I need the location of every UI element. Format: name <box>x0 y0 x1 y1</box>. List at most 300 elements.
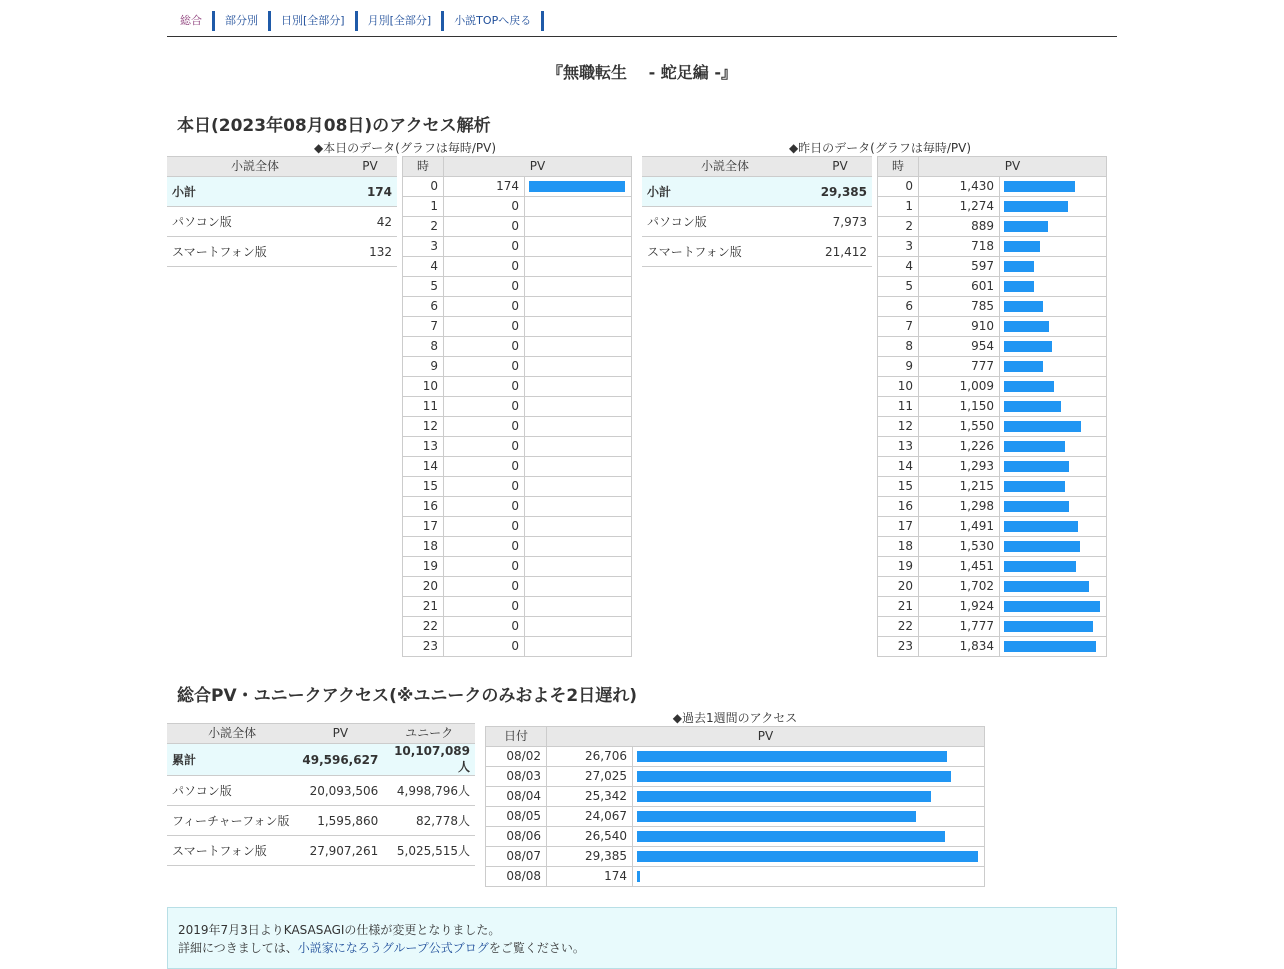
unique-value: 10,107,089人 <box>383 744 475 776</box>
today-hour-row <box>403 477 632 497</box>
bar-cell <box>1000 437 1107 457</box>
pv-value: 29,385 <box>808 177 872 207</box>
notice-suffix: をご覧ください。 <box>488 941 585 955</box>
bar-cell <box>633 867 985 887</box>
today-hour-row <box>403 237 632 257</box>
pv-value: 25,342 <box>547 787 633 807</box>
today-hour-row <box>403 217 632 237</box>
bar-cell <box>525 237 632 257</box>
row-key: 18 <box>878 537 919 557</box>
bar-cell <box>525 337 632 357</box>
bar-cell <box>633 787 985 807</box>
row-key: 08/05 <box>486 807 547 827</box>
yesterday-hour-row <box>878 577 1107 597</box>
bar-cell <box>525 477 632 497</box>
column-header: PV <box>547 727 985 747</box>
pv-value: 1,298 <box>919 497 1000 517</box>
row-key: 21 <box>878 597 919 617</box>
unique-value: 82,778人 <box>383 806 475 836</box>
row-key: 10 <box>403 377 444 397</box>
pv-value: 718 <box>919 237 1000 257</box>
bar-cell <box>525 217 632 237</box>
bar-cell <box>1000 397 1107 417</box>
pv-bar <box>1004 381 1054 392</box>
pv-value: 0 <box>444 197 525 217</box>
pv-bar <box>1004 181 1075 192</box>
today-hour-row <box>403 377 632 397</box>
row-key: 9 <box>878 357 919 377</box>
bar-cell <box>1000 417 1107 437</box>
row-label: パソコン版 <box>642 207 808 237</box>
nav-item-back-to-novel[interactable] <box>447 11 544 31</box>
bar-cell <box>525 317 632 337</box>
row-key: 12 <box>403 417 444 437</box>
column-header: 小説全体 <box>167 724 297 744</box>
bar-cell <box>1000 257 1107 277</box>
pv-value: 0 <box>444 377 525 397</box>
pv-bar <box>1004 641 1096 652</box>
today-hour-row <box>403 197 632 217</box>
pv-value: 1,491 <box>919 517 1000 537</box>
total-summary-row <box>167 776 475 806</box>
pv-value: 1,274 <box>919 197 1000 217</box>
yesterday-hour-row <box>878 217 1107 237</box>
pv-value: 27,025 <box>547 767 633 787</box>
column-header: PV <box>343 157 397 177</box>
row-key: 5 <box>403 277 444 297</box>
row-label: スマートフォン版 <box>642 237 808 267</box>
pv-bar <box>637 791 931 802</box>
pv-value: 1,702 <box>919 577 1000 597</box>
today-heading: 本日(2023年08月08日)のアクセス解析 <box>177 116 491 136</box>
yesterday-summary-row <box>642 207 872 237</box>
today-hour-row <box>403 397 632 417</box>
notice-line-1: 2019年7月3日よりKASASAGIの仕様が変更となりました。 <box>178 923 501 937</box>
row-key: 21 <box>403 597 444 617</box>
today-hour-row <box>403 297 632 317</box>
pv-value: 0 <box>444 637 525 657</box>
bar-cell <box>1000 297 1107 317</box>
pv-bar <box>637 771 951 782</box>
row-key: 7 <box>403 317 444 337</box>
row-label: 累計 <box>167 744 297 776</box>
pv-value: 20,093,506 <box>297 776 383 806</box>
bar-cell <box>525 517 632 537</box>
yesterday-hour-row <box>878 297 1107 317</box>
pv-value: 0 <box>444 317 525 337</box>
row-key: 6 <box>403 297 444 317</box>
pv-bar <box>1004 581 1089 592</box>
row-key: 11 <box>403 397 444 417</box>
pv-value: 1,293 <box>919 457 1000 477</box>
total-summary-row <box>167 744 475 776</box>
today-summary-row <box>167 177 397 207</box>
pv-value: 1,215 <box>919 477 1000 497</box>
pv-value: 1,834 <box>919 637 1000 657</box>
yesterday-hour-row <box>878 377 1107 397</box>
bar-cell <box>525 457 632 477</box>
row-key: 10 <box>878 377 919 397</box>
bar-cell <box>525 597 632 617</box>
pv-value: 29,385 <box>547 847 633 867</box>
page-container <box>167 0 1117 955</box>
pv-value: 0 <box>444 597 525 617</box>
row-key: 7 <box>878 317 919 337</box>
row-label: 小計 <box>167 177 343 207</box>
nav-item-daily[interactable] <box>274 11 358 31</box>
row-key: 14 <box>403 457 444 477</box>
week-row <box>486 807 985 827</box>
total-summary-row <box>167 836 475 866</box>
pv-value: 132 <box>343 237 397 267</box>
pv-value: 1,924 <box>919 597 1000 617</box>
bar-cell <box>525 637 632 657</box>
pv-bar <box>1004 501 1069 512</box>
pv-bar <box>1004 361 1043 372</box>
pv-value: 0 <box>444 277 525 297</box>
pv-value: 0 <box>444 397 525 417</box>
bar-cell <box>525 257 632 277</box>
yesterday-hour-row <box>878 557 1107 577</box>
row-key: 1 <box>878 197 919 217</box>
pv-bar <box>1004 561 1076 572</box>
row-key: 20 <box>878 577 919 597</box>
today-hour-row <box>403 437 632 457</box>
pv-value: 0 <box>444 497 525 517</box>
row-key: 17 <box>878 517 919 537</box>
pv-value: 174 <box>444 177 525 197</box>
week-row <box>486 767 985 787</box>
pv-bar <box>1004 401 1061 412</box>
pv-value: 889 <box>919 217 1000 237</box>
row-key: 08/07 <box>486 847 547 867</box>
row-key: 17 <box>403 517 444 537</box>
bar-cell <box>633 807 985 827</box>
pv-bar <box>1004 421 1081 432</box>
pv-value: 1,009 <box>919 377 1000 397</box>
row-label: スマートフォン版 <box>167 237 343 267</box>
bar-cell <box>525 417 632 437</box>
bar-cell <box>1000 477 1107 497</box>
pv-bar <box>1004 321 1049 332</box>
column-header: PV <box>808 157 872 177</box>
pv-bar <box>637 871 640 882</box>
yesterday-hour-row <box>878 457 1107 477</box>
yesterday-hour-row <box>878 317 1107 337</box>
bar-cell <box>525 497 632 517</box>
week-row <box>486 787 985 807</box>
yesterday-hour-row <box>878 517 1107 537</box>
bar-cell <box>633 767 985 787</box>
yesterday-hour-row <box>878 257 1107 277</box>
row-key: 8 <box>403 337 444 357</box>
column-header: 小説全体 <box>642 157 808 177</box>
bar-cell <box>1000 637 1107 657</box>
row-key: 13 <box>878 437 919 457</box>
row-key: 11 <box>878 397 919 417</box>
unique-value: 4,998,796人 <box>383 776 475 806</box>
row-key: 19 <box>403 557 444 577</box>
pv-value: 0 <box>444 577 525 597</box>
bar-cell <box>1000 337 1107 357</box>
week-caption: ◆過去1週間のアクセス <box>672 711 798 725</box>
top-nav <box>167 0 1117 37</box>
bar-cell <box>1000 237 1107 257</box>
pv-value: 0 <box>444 297 525 317</box>
nav-item-by-part[interactable] <box>218 11 271 31</box>
pv-value: 26,706 <box>547 747 633 767</box>
today-hourly-table <box>402 156 632 657</box>
yesterday-hour-row <box>878 477 1107 497</box>
bar-cell <box>1000 597 1107 617</box>
row-key: 16 <box>403 497 444 517</box>
today-hour-row <box>403 537 632 557</box>
pv-bar <box>637 831 945 842</box>
bar-cell <box>525 197 632 217</box>
bar-cell <box>525 397 632 417</box>
row-label: パソコン版 <box>167 207 343 237</box>
bar-cell <box>1000 357 1107 377</box>
row-key: 4 <box>403 257 444 277</box>
total-summary-table <box>167 723 475 866</box>
today-hour-row <box>403 557 632 577</box>
notice-prefix: 詳細につきましては、 <box>178 941 298 955</box>
row-key: 14 <box>878 457 919 477</box>
today-hour-row <box>403 357 632 377</box>
bar-cell <box>633 847 985 867</box>
row-key: 3 <box>878 237 919 257</box>
row-key: 15 <box>403 477 444 497</box>
pv-value: 27,907,261 <box>297 836 383 866</box>
bar-cell <box>525 577 632 597</box>
bar-cell <box>1000 517 1107 537</box>
bar-cell <box>1000 277 1107 297</box>
nav-item-label[interactable]: 総合 <box>180 14 202 27</box>
row-key: 19 <box>878 557 919 577</box>
yesterday-hour-row <box>878 497 1107 517</box>
row-key: 18 <box>403 537 444 557</box>
pv-bar <box>637 851 978 862</box>
pv-bar <box>1004 481 1065 492</box>
today-hour-row <box>403 457 632 477</box>
pv-value: 1,595,860 <box>297 806 383 836</box>
pv-value: 1,550 <box>919 417 1000 437</box>
pv-value: 0 <box>444 237 525 257</box>
row-key: 22 <box>403 617 444 637</box>
yesterday-hour-row <box>878 617 1107 637</box>
unique-value: 5,025,515人 <box>383 836 475 866</box>
yesterday-hour-row <box>878 277 1107 297</box>
pv-bar <box>637 751 947 762</box>
nav-item-label[interactable]: 小説TOPへ戻る <box>454 14 532 27</box>
today-hour-row <box>403 517 632 537</box>
bar-cell <box>525 297 632 317</box>
pv-value: 7,973 <box>808 207 872 237</box>
bar-cell <box>633 747 985 767</box>
row-key: 08/04 <box>486 787 547 807</box>
row-key: 0 <box>403 177 444 197</box>
pv-value: 24,067 <box>547 807 633 827</box>
row-label: フィーチャーフォン版 <box>167 806 297 836</box>
yesterday-hourly-table <box>877 156 1107 657</box>
pv-value: 1,777 <box>919 617 1000 637</box>
pv-value: 601 <box>919 277 1000 297</box>
pv-value: 0 <box>444 537 525 557</box>
row-key: 6 <box>878 297 919 317</box>
bar-cell <box>1000 217 1107 237</box>
today-hour-row <box>403 617 632 637</box>
today-hour-row <box>403 177 632 197</box>
pv-value: 910 <box>919 317 1000 337</box>
pv-value: 954 <box>919 337 1000 357</box>
row-key: 2 <box>878 217 919 237</box>
yesterday-hour-row <box>878 197 1107 217</box>
row-key: 08/08 <box>486 867 547 887</box>
yesterday-caption: ◆昨日のデータ(グラフは毎時/PV) <box>788 141 972 155</box>
pv-value: 0 <box>444 617 525 637</box>
row-key: 08/02 <box>486 747 547 767</box>
pv-value: 1,430 <box>919 177 1000 197</box>
row-label: パソコン版 <box>167 776 297 806</box>
today-summary-table <box>167 156 397 267</box>
pv-bar <box>1004 521 1078 532</box>
pv-bar <box>1004 541 1080 552</box>
bar-cell <box>525 377 632 397</box>
bar-cell <box>1000 197 1107 217</box>
pv-value: 1,226 <box>919 437 1000 457</box>
nav-item-overview[interactable] <box>173 11 215 31</box>
row-key: 08/03 <box>486 767 547 787</box>
yesterday-hour-row <box>878 337 1107 357</box>
pv-value: 0 <box>444 357 525 377</box>
bar-cell <box>1000 557 1107 577</box>
row-label: スマートフォン版 <box>167 836 297 866</box>
today-hour-row <box>403 497 632 517</box>
column-header: 小説全体 <box>167 157 343 177</box>
pv-value: 21,412 <box>808 237 872 267</box>
nav-item-label[interactable]: 月別[全部分] <box>367 14 432 27</box>
bar-cell <box>525 537 632 557</box>
row-key: 15 <box>878 477 919 497</box>
total-heading: 総合PV・ユニークアクセス(※ユニークのみおよそ2日遅れ) <box>177 686 637 706</box>
official-blog-link[interactable]: 小説家になろうグループ公式ブログ <box>297 941 489 955</box>
today-summary-row <box>167 207 397 237</box>
pv-bar <box>1004 441 1065 452</box>
nav-item-monthly[interactable] <box>361 11 445 31</box>
yesterday-hour-row <box>878 537 1107 557</box>
row-key: 23 <box>403 637 444 657</box>
column-header: 日付 <box>486 727 547 747</box>
novel-title: 『無職転生 - 蛇足編 -』 <box>547 63 737 82</box>
bar-cell <box>1000 497 1107 517</box>
yesterday-hour-row <box>878 417 1107 437</box>
today-hour-row <box>403 337 632 357</box>
row-key: 1 <box>403 197 444 217</box>
notice-line-2 <box>178 939 585 956</box>
nav-item-label[interactable]: 日別[全部分] <box>281 14 345 27</box>
bar-cell <box>525 277 632 297</box>
bar-cell <box>1000 577 1107 597</box>
bar-cell <box>525 177 632 197</box>
bar-cell <box>525 357 632 377</box>
pv-value: 1,451 <box>919 557 1000 577</box>
row-key: 5 <box>878 277 919 297</box>
bar-cell <box>525 557 632 577</box>
pv-value: 0 <box>444 557 525 577</box>
pv-value: 0 <box>444 257 525 277</box>
row-key: 3 <box>403 237 444 257</box>
today-hour-row <box>403 417 632 437</box>
pv-bar <box>1004 241 1040 252</box>
row-label: 小計 <box>642 177 808 207</box>
pv-bar <box>1004 461 1069 472</box>
pv-value: 777 <box>919 357 1000 377</box>
column-header: PV <box>297 724 383 744</box>
pv-value: 174 <box>343 177 397 207</box>
pv-value: 0 <box>444 517 525 537</box>
bar-cell <box>1000 537 1107 557</box>
today-hour-row <box>403 317 632 337</box>
notice-box <box>167 907 1117 969</box>
today-summary-row <box>167 237 397 267</box>
today-hour-row <box>403 277 632 297</box>
row-key: 12 <box>878 417 919 437</box>
pv-bar <box>1004 621 1093 632</box>
today-hour-row <box>403 637 632 657</box>
pv-value: 0 <box>444 217 525 237</box>
pv-value: 49,596,627 <box>297 744 383 776</box>
pv-value: 1,150 <box>919 397 1000 417</box>
row-key: 0 <box>878 177 919 197</box>
row-key: 16 <box>878 497 919 517</box>
yesterday-summary-row <box>642 237 872 267</box>
week-row <box>486 847 985 867</box>
row-key: 22 <box>878 617 919 637</box>
pv-value: 0 <box>444 337 525 357</box>
row-key: 2 <box>403 217 444 237</box>
week-row <box>486 827 985 847</box>
yesterday-hour-row <box>878 177 1107 197</box>
pv-value: 1,530 <box>919 537 1000 557</box>
pv-value: 785 <box>919 297 1000 317</box>
week-table <box>485 726 985 887</box>
yesterday-hour-row <box>878 637 1107 657</box>
pv-value: 0 <box>444 417 525 437</box>
pv-bar <box>1004 261 1034 272</box>
pv-value: 0 <box>444 437 525 457</box>
pv-bar <box>1004 341 1052 352</box>
bar-cell <box>1000 317 1107 337</box>
column-header: PV <box>444 157 632 177</box>
row-key: 08/06 <box>486 827 547 847</box>
pv-bar <box>1004 301 1043 312</box>
pv-bar <box>637 811 916 822</box>
bar-cell <box>1000 617 1107 637</box>
yesterday-summary-table <box>642 156 872 267</box>
bar-cell <box>525 437 632 457</box>
pv-bar <box>1004 221 1048 232</box>
pv-bar <box>1004 201 1068 212</box>
yesterday-hour-row <box>878 597 1107 617</box>
column-header: 時 <box>403 157 444 177</box>
nav-item-label[interactable]: 部分別 <box>225 14 258 27</box>
total-summary-row <box>167 806 475 836</box>
yesterday-hour-row <box>878 397 1107 417</box>
row-key: 20 <box>403 577 444 597</box>
pv-value: 174 <box>547 867 633 887</box>
row-key: 13 <box>403 437 444 457</box>
today-hour-row <box>403 597 632 617</box>
